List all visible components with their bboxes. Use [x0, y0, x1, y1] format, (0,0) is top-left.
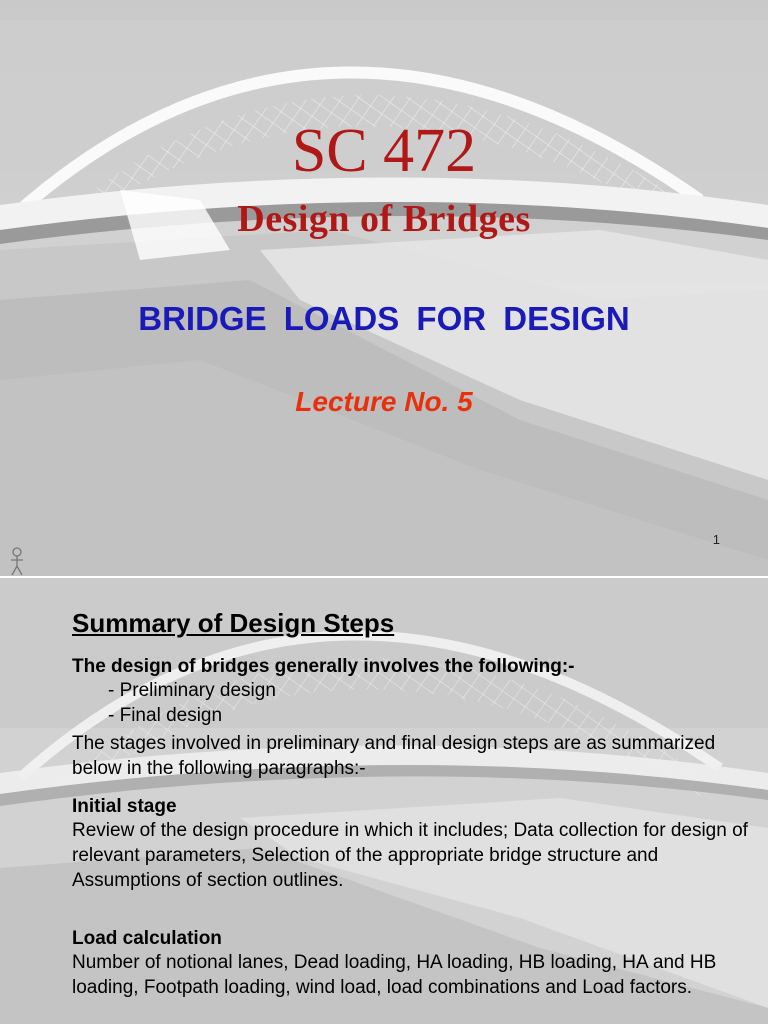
lecture-topic: BRIDGE LOADS FOR DESIGN	[138, 300, 630, 337]
page-number: 1	[712, 532, 720, 547]
section-body-load-calculation: Number of notional lanes, Dead loading, HA loading, HB loading, HA and HB loading, Footpath loading, wind load, load combinations and Load factors.	[72, 952, 717, 998]
section-body-initial-stage: Review of the design procedure in which it includes; Data collection for design of relevant parameters, Selection of the appropriate bridge structure and Assumptions of section outlines.	[72, 820, 748, 891]
summary-slide	[0, 578, 768, 1024]
list-item: - Preliminary design	[108, 680, 276, 701]
section-title-initial-stage: Initial stage	[72, 796, 177, 817]
intro-text: The design of bridges generally involves the following:-	[72, 656, 575, 677]
person-icon	[8, 546, 26, 576]
slide-heading: Summary of Design Steps	[72, 608, 395, 638]
section-title-load-calculation: Load calculation	[72, 928, 222, 949]
stages-text: The stages involved in preliminary and final design steps are as summarized below in the following paragraphs:-	[72, 733, 716, 779]
list-item: - Final design	[108, 705, 223, 726]
course-title: Design of Bridges	[237, 198, 531, 240]
lecture-number: Lecture No. 5	[295, 386, 473, 417]
course-code: SC 472	[291, 117, 477, 185]
